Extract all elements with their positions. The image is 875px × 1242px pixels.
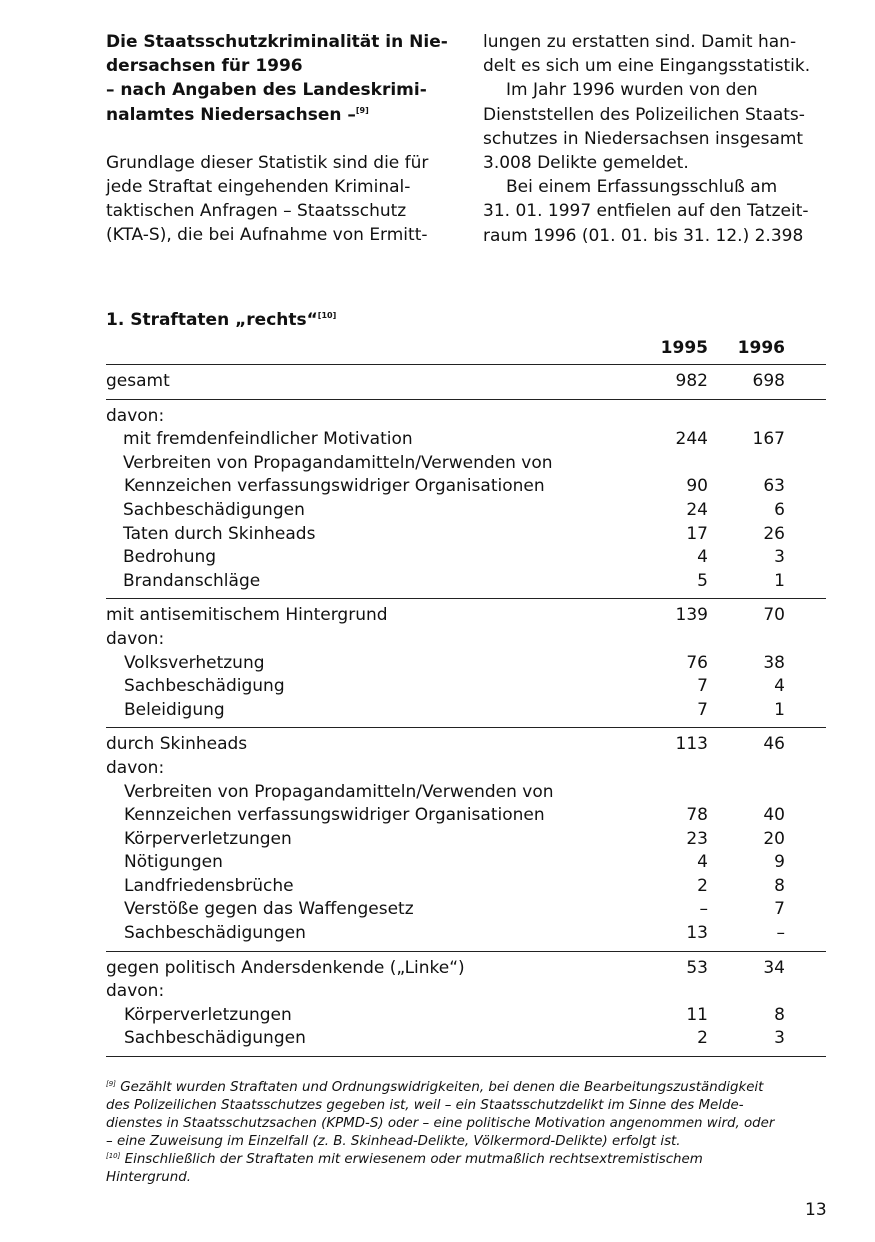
table-row: mit fremdenfeindlicher Motivation 244 167 — [123, 429, 785, 450]
body-line: Grundlage dieser Statistik sind die für — [106, 152, 429, 173]
table-header — [106, 334, 826, 364]
table-row: Körperverletzungen 23 20 — [124, 828, 785, 849]
table-group-antisemitic — [106, 598, 826, 727]
table-row: davon: — [106, 757, 165, 778]
footnote-line: – eine Zuweisung im Einzelfall (z. B. Skinhead-Delikte, Völkermord-Delikte) erfolgt ist. — [106, 1134, 681, 1149]
table-row: Brandanschläge 5 1 — [123, 570, 785, 591]
title-line: Die Staatsschutzkriminalität in Nie- — [106, 32, 448, 52]
footnote-10: [10] Einschließlich der Straftaten mit erwiesenem oder mutmaßlich rechtsextremistischem — [106, 1152, 703, 1167]
body-line: lungen zu erstatten sind. Damit han- — [483, 32, 797, 52]
footnote-line: des Polizeilichen Staatsschutzes gegeben ist, weil – ein Staatsschutzdelikt im Sinne des Melde- — [106, 1098, 744, 1113]
right-column — [483, 30, 833, 248]
title-line: nalamtes Niedersachsen –[9] — [106, 104, 369, 125]
table-row: Kennzeichen verfassungswidriger Organisationen 78 40 — [124, 805, 785, 826]
body-line: 3.008 Delikte gemeldet. — [483, 153, 689, 174]
table-row: Sachbeschädigungen 2 3 — [124, 1028, 785, 1049]
body-line: Dienststellen des Polizeilichen Staats- — [483, 104, 805, 125]
table-row: Körperverletzungen 11 8 — [124, 1004, 785, 1025]
table-row: Bedrohung 4 3 — [123, 547, 785, 568]
body-line: Bei einem Erfassungsschluß am — [506, 177, 778, 198]
body-line: (KTA-S), die bei Aufnahme von Ermitt- — [106, 225, 428, 246]
body-line: jede Straftat eingehenden Kriminal- — [106, 177, 411, 198]
footnotes — [106, 1079, 826, 1187]
table-row: Sachbeschädigungen 13 – — [124, 923, 785, 944]
body-line: 31. 01. 1997 entfielen auf den Tatzeit- — [483, 201, 809, 222]
table-row: Verstöße gegen das Waffengesetz – 7 — [124, 899, 785, 920]
table-group-xenophobic — [106, 399, 826, 599]
table-row: Volksverhetzung 76 38 — [124, 652, 785, 673]
body-line: raum 1996 (01. 01. bis 31. 12.) 2.398 — [483, 225, 804, 246]
footnote-9: [9] Gezählt wurden Straftaten und Ordnungswidrigkeiten, bei denen die Bearbeitungszuständigkeit — [106, 1080, 764, 1095]
table-row: Sachbeschädigungen 24 6 — [123, 499, 785, 520]
footnote-ref[interactable]: [10] — [317, 311, 337, 320]
table-row: Kennzeichen verfassungswidriger Organisationen 90 63 — [124, 476, 785, 497]
article-title — [106, 30, 456, 127]
table-row: Beleidigung 7 1 — [124, 699, 785, 720]
title-line: – nach Angaben des Landeskrimi- — [106, 80, 427, 101]
page-number: 13 — [805, 1200, 827, 1220]
body-line: delt es sich um eine Eingangsstatistik. — [483, 56, 811, 77]
body-line: Im Jahr 1996 wurden von den — [506, 80, 758, 101]
table-row: davon: — [106, 405, 165, 426]
table-row: davon: — [106, 628, 165, 649]
table-row: Verbreiten von Propagandamitteln/Verwenden von — [124, 781, 554, 802]
column-header-1996: 1996 — [737, 338, 785, 359]
column-header-1995: 1995 — [660, 338, 708, 359]
body-line: taktischen Anfragen – Staatsschutz — [106, 201, 407, 222]
table-row: davon: — [106, 981, 165, 1002]
table-row: Sachbeschädigung 7 4 — [124, 676, 785, 697]
table-row: mit antisemitischem Hintergrund 139 70 — [106, 605, 785, 626]
table-row: durch Skinheads 113 46 — [106, 734, 785, 755]
table-row: Verbreiten von Propagandamitteln/Verwenden von — [123, 452, 553, 473]
table-row: gesamt 982 698 — [106, 371, 785, 391]
footnote-ref[interactable]: [9] — [355, 105, 369, 115]
table-group-left-wing — [106, 951, 826, 1057]
left-column — [106, 30, 456, 248]
table-row: Landfriedensbrüche 2 8 — [124, 875, 785, 896]
intro-paragraph — [106, 151, 456, 248]
title-line: dersachsen für 1996 — [106, 56, 303, 77]
statistics-table — [106, 334, 826, 1057]
table-group-skinheads — [106, 727, 826, 950]
table-row: gegen politisch Andersdenkende („Linke“) 53 34 — [106, 957, 785, 978]
footnote-line: Hintergrund. — [106, 1170, 192, 1185]
footnote-line: dienstes in Staatsschutzsachen (KPMD-S) oder – eine politische Motivation angenommen wird, oder — [106, 1116, 775, 1131]
table-group-total — [106, 364, 826, 399]
body-line: schutzes in Niedersachsen insgesamt — [483, 128, 804, 149]
table-row: Nötigungen 4 9 — [124, 852, 785, 873]
table-row: Taten durch Skinheads 17 26 — [123, 523, 785, 544]
section-title: 1. Straftaten „rechts“[10] — [106, 310, 337, 330]
